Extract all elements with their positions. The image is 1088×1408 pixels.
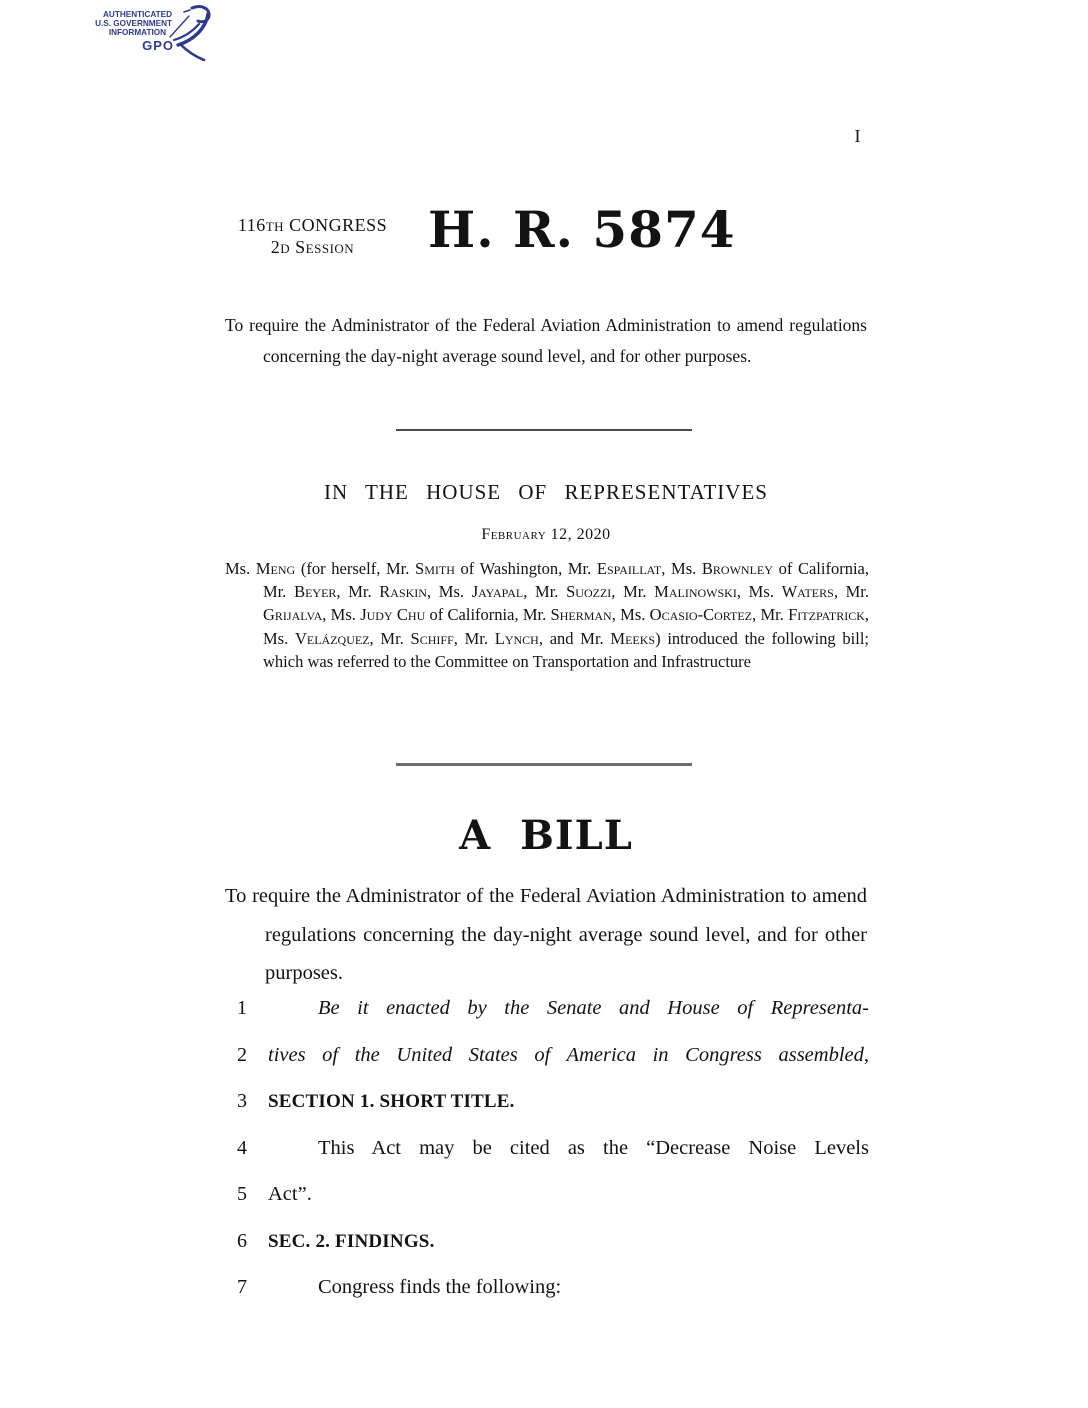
line-number: 1: [237, 997, 247, 1019]
small-caps-text: Schiff: [410, 628, 454, 648]
gpo-logo-line1: AUTHENTICATED: [103, 10, 172, 19]
small-caps-text: Lynch: [494, 628, 539, 648]
line-number: 7: [237, 1276, 247, 1298]
gpo-logo-line2: U.S. GOVERNMENT: [95, 19, 172, 28]
text-run: (for herself, Mr.: [295, 559, 416, 578]
text-run: , Ms.: [322, 605, 361, 625]
text-run: , Mr.: [833, 582, 869, 602]
bill-text-lines: [225, 997, 869, 1323]
text-run: , Ms.: [263, 605, 869, 648]
gpo-eagle-icon: [86, 4, 218, 62]
text-run: , Ms.: [611, 605, 650, 625]
small-caps-text: d: [280, 237, 291, 257]
line-text: Congress finds the following:: [318, 1276, 562, 1298]
bill-line: [225, 1183, 869, 1230]
preamble: To require the Administrator of the Federal Aviation Administration to amend regulations concerning the day-night average sound level, and for other purposes.: [225, 315, 867, 366]
line-text: SECTION 1. SHORT TITLE.: [268, 1091, 515, 1112]
congress-line: [220, 214, 405, 236]
small-caps-text: Grijalva: [263, 605, 323, 625]
text-run: of California, Mr.: [425, 605, 551, 625]
purpose-paragraph: To require the Administrator of the Federal Aviation Administration to amend regulations concerning the day-night average sound level, and for other purposes.: [225, 885, 867, 984]
small-caps-text: Raskin: [379, 582, 427, 602]
small-caps-text: Ocasio-Cortez: [649, 605, 753, 625]
divider-rule-top: [396, 429, 692, 431]
small-caps-text: Espaillat: [596, 559, 662, 578]
line-text: Act”.: [268, 1183, 312, 1205]
bill-line: [225, 1044, 869, 1091]
text-run: , Mr.: [453, 628, 495, 648]
session-line: [220, 236, 405, 258]
small-caps-text: Brownley: [701, 559, 773, 578]
line-text: This Act may be cited as the “Decrease Noise Levels: [318, 1136, 869, 1159]
text-run: 2: [270, 237, 281, 257]
gpo-logo: [86, 4, 218, 62]
text-run: , Mr.: [336, 582, 380, 602]
bill-line: [225, 1230, 869, 1277]
small-caps-text: Session: [295, 237, 355, 257]
line-number: 3: [237, 1090, 247, 1112]
line-text: SEC. 2. FINDINGS.: [268, 1230, 435, 1252]
small-caps-text: Sherman: [550, 605, 612, 625]
small-caps-text: Meng: [255, 559, 296, 578]
text-run: , Mr.: [752, 605, 789, 625]
text-run: , Ms.: [661, 559, 702, 578]
line-number: 6: [237, 1229, 247, 1252]
small-caps-text: Waters: [781, 582, 834, 602]
text-run: , Mr.: [369, 628, 411, 648]
sponsors-paragraph: [225, 557, 869, 673]
bill-line: [225, 1090, 869, 1137]
line-number: 5: [237, 1183, 247, 1205]
small-caps-text: February 12, 2020: [481, 526, 611, 543]
text-run: of Washington, Mr.: [454, 559, 597, 578]
introduction-date: [225, 526, 867, 544]
bill-number: H. R. 5874: [428, 200, 736, 259]
text-run: , Ms.: [426, 582, 472, 602]
text-run: ) introduced the following bill; which was referred to the Committee on Transportation and Infrastructure: [263, 628, 870, 671]
text-run: , Ms.: [736, 582, 782, 602]
small-caps-text: Meeks: [610, 628, 656, 648]
small-caps-text: Velázquez: [294, 628, 370, 648]
line-text: Be it enacted by the Senate and House of Representa-: [318, 997, 869, 1019]
line-number: 2: [237, 1043, 247, 1066]
a-bill-heading: A BILL: [459, 812, 633, 859]
small-caps-text: Beyer: [294, 582, 337, 602]
bill-line: [225, 1137, 869, 1184]
congress-session-block: [220, 214, 405, 258]
small-caps-text: Fitzpatrick: [788, 605, 865, 625]
chamber-heading: IN THE HOUSE OF REPRESENTATIVES: [324, 480, 768, 504]
small-caps-text: Malinowski: [654, 582, 737, 602]
text-run: CONGRESS: [284, 215, 388, 235]
text-run: 116: [237, 215, 266, 235]
gpo-logo-line3: INFORMATION: [108, 28, 166, 37]
line-number: 4: [237, 1136, 247, 1159]
small-caps-text: Judy Chu: [360, 605, 426, 625]
text-run: of California, Mr.: [263, 559, 869, 602]
text-run: , Mr.: [611, 582, 655, 602]
text-run: , and Mr.: [538, 628, 611, 648]
small-caps-text: Suozzi: [566, 582, 612, 602]
text-run: Ms.: [225, 559, 256, 578]
line-text: tives of the United States of America in Congress assembled,: [268, 1043, 869, 1066]
small-caps-text: Jayapal: [471, 582, 524, 602]
text-run: , Mr.: [523, 582, 567, 602]
divider-rule-bottom: [396, 763, 692, 766]
small-caps-text: th: [265, 215, 285, 235]
bill-line: [225, 997, 869, 1044]
gpo-logo-gpo: GPO: [142, 38, 174, 53]
bill-line: [225, 1276, 869, 1323]
small-caps-text: Smith: [415, 559, 455, 578]
page-number: I: [854, 126, 862, 146]
